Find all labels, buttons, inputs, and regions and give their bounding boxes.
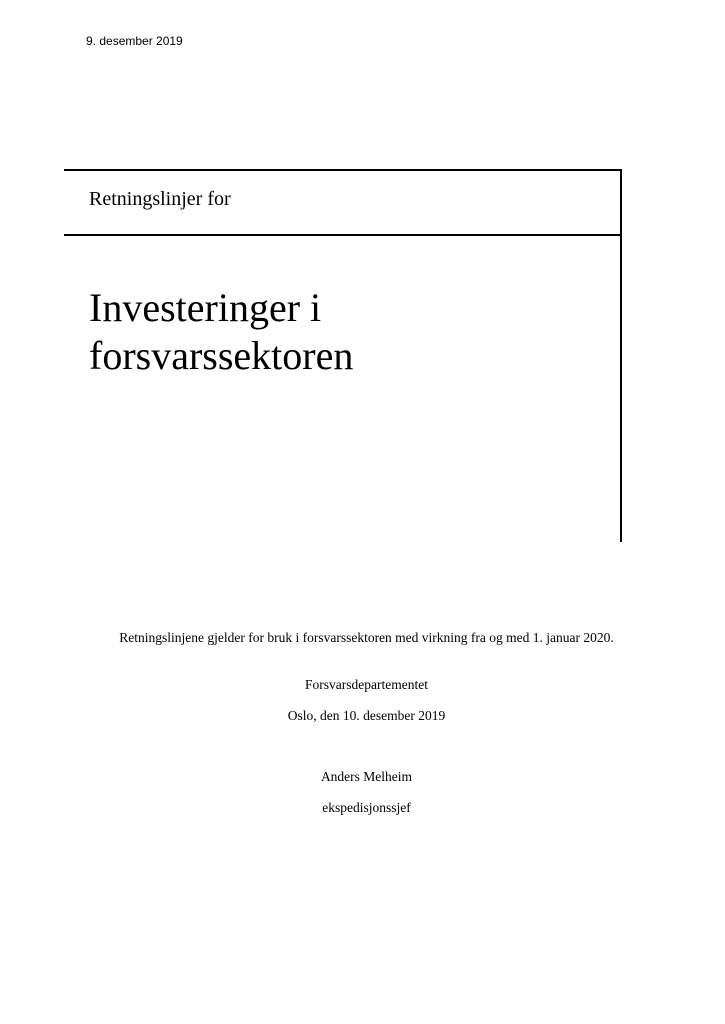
cover-title-line-1: Investeringer i	[89, 285, 322, 330]
cover-frame-middle-rule	[64, 234, 622, 236]
header-date: 9. desember 2019	[86, 34, 183, 48]
signer-name: Anders Melheim	[320, 769, 413, 784]
place-and-date: Oslo, den 10. desember 2019	[287, 708, 446, 723]
cover-frame-top-rule	[64, 169, 622, 171]
cover-subtitle: Retningslinjer for	[89, 188, 231, 210]
applicability-statement: Retningslinjene gjelder for bruk i forsvarssektoren med virkning fra og med 1. januar 2020.	[119, 630, 614, 645]
cover-title-line-2: forsvarssektoren	[89, 333, 354, 378]
cover-title	[89, 284, 609, 380]
cover-frame-right-rule	[620, 169, 622, 542]
department-name: Forsvarsdepartementet	[305, 677, 428, 692]
signer-title: ekspedisjonssjef	[322, 800, 411, 815]
